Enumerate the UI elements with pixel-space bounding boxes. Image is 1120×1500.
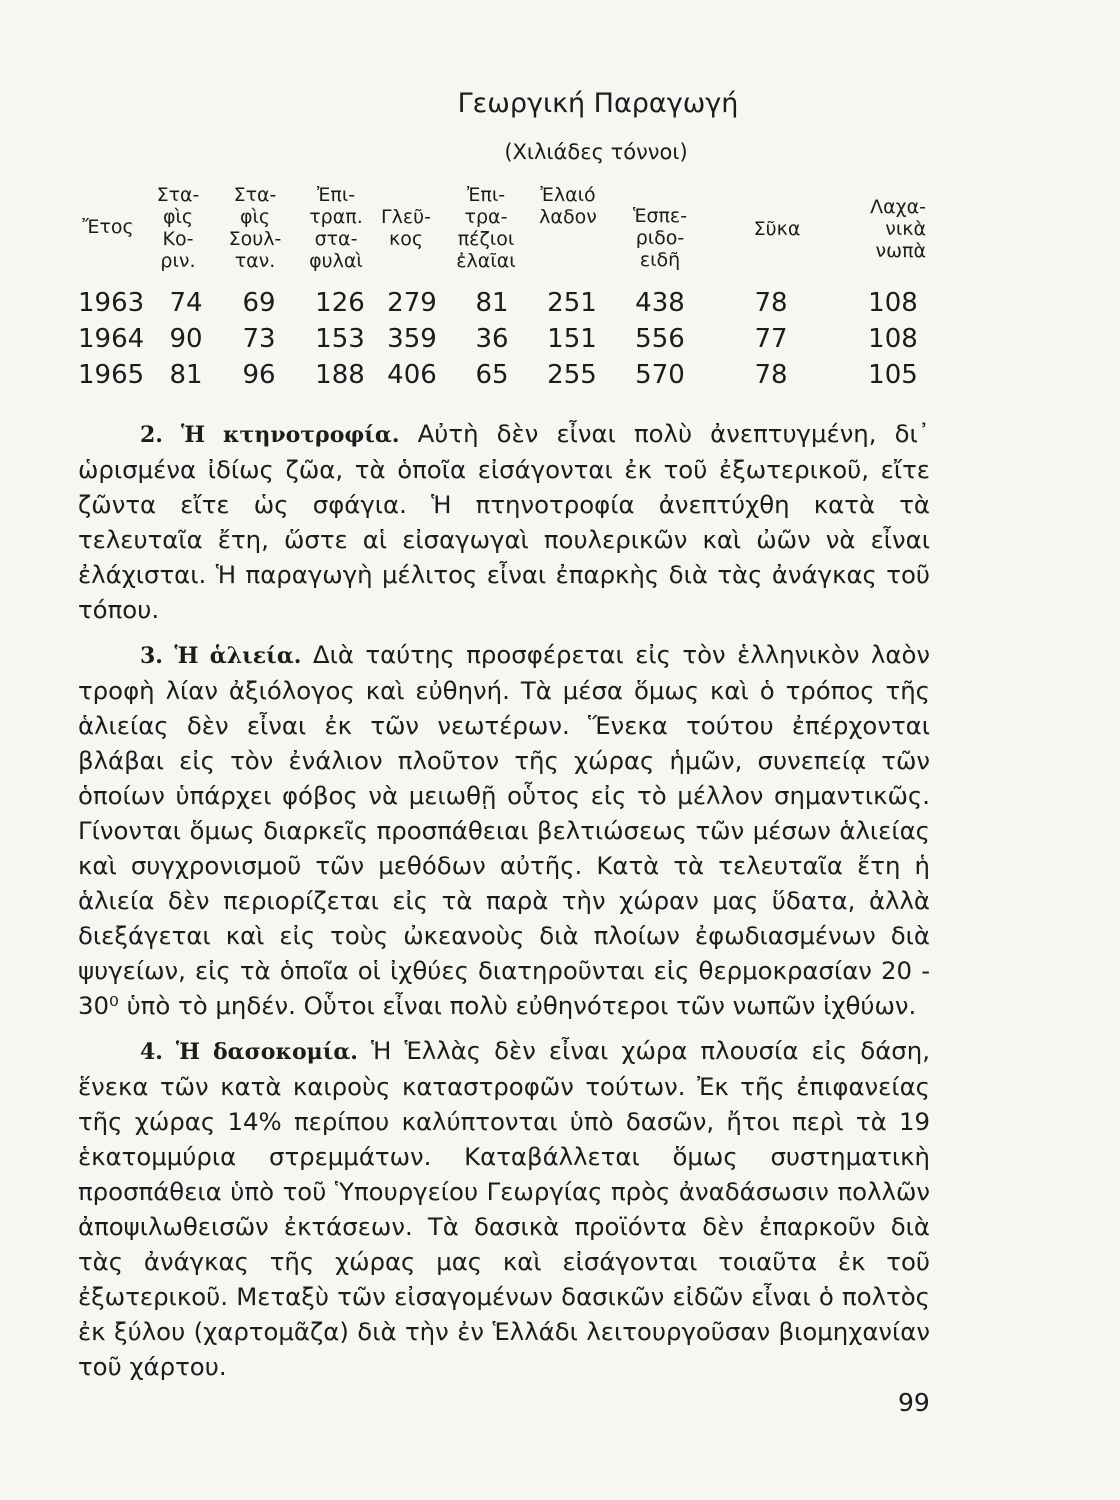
body-text (78, 417, 930, 1384)
table-cell: 36 (475, 324, 509, 354)
header-year: Ἔτος (82, 216, 134, 238)
table-cell: 438 (635, 288, 685, 318)
section-heading: 4. Ἡ δασοκομία. (140, 1039, 358, 1066)
page-number: 99 (898, 1388, 930, 1417)
table-cell: 90 (169, 324, 203, 354)
header-table-olives: Ἐπι- τρα- πέζιοι ἐλαῖαι (456, 184, 516, 272)
table-cell: 556 (635, 324, 685, 354)
header-currants-korinth: Στα- φὶς Κο- ριν. (156, 184, 200, 272)
table-cell: 406 (387, 360, 437, 390)
table-cell: 126 (315, 288, 365, 318)
table-cell: 81 (475, 288, 509, 318)
section-forestry (78, 1034, 930, 1384)
table-cell-year: 1963 (78, 288, 145, 318)
section-livestock (78, 417, 930, 627)
table-cell: 153 (315, 324, 365, 354)
table-cell: 73 (242, 324, 276, 354)
table-cell: 96 (242, 360, 276, 390)
table-cell: 188 (315, 360, 365, 390)
table-title: Γεωργική Παραγωγή (457, 88, 739, 119)
section-text: Αὐτὴ δὲν εἶναι πολὺ ἀνεπτυγμένη, δι᾽ ὡρισμένα ἰδίως ζῶα, τὰ ὁποῖα εἰσάγονται ἐκ τοῦ ἐξωτερικοῦ, εἴτε ζῶντα εἴτε ὡς σφάγια. Ἡ πτηνοτροφία ἀνεπτύχθη κατὰ τὰ τελευταῖα ἔτη, ὥστε αἱ εἰσαγωγαὶ πουλερικῶν καὶ ὠῶν νὰ εἶναι ἐλάχισται. Ἡ παραγωγὴ μέλιτος εἶναι ἐπαρκὴς διὰ τὰς ἀνάγκας τοῦ τόπου. (78, 419, 930, 624)
header-figs: Σῦκα (753, 218, 801, 240)
table-cell: 108 (868, 324, 918, 354)
header-sultanas: Στα- φὶς Σουλ- ταν. (228, 184, 282, 272)
table-cell: 251 (547, 288, 597, 318)
table-cell: 279 (387, 288, 437, 318)
header-citrus: Ἑσπε- ριδο- ειδῆ (632, 205, 688, 271)
table-cell: 77 (754, 324, 788, 354)
table-cell: 359 (387, 324, 437, 354)
section-heading: 2. Ἡ κτηνοτροφία. (140, 422, 400, 448)
header-must: Γλεῦ- κος (381, 206, 431, 250)
header-table-grapes: Ἐπι- τραπ. στα- φυλαὶ (309, 184, 363, 272)
table-cell: 65 (475, 360, 509, 390)
section-text: Διὰ ταύτης προσφέρεται εἰς τὸν ἑλληνικὸν λαὸν τροφὴ λίαν ἀξιόλογος καὶ εὐθηνή. Τὰ μέσα ὅμως καὶ ὁ τρόπος τῆς ἁλιείας δὲν εἶναι ἐκ τῶν νεωτέρων. Ἕνεκα τούτου ἐπέρχονται βλάβαι εἰς τὸν ἐνάλιον πλοῦτον τῆς χώρας ἡμῶν, συνεπείᾳ τῶν ὁποίων ὑπάρχει φόβος νὰ μειωθῇ οὗτος εἰς τὸ μέλλον σημαντικῶς. Γίνονται ὅμως διαρκεῖς προσπάθειαι βελτιώσεως τῶν μέσων ἁλιείας καὶ συγχρονισμοῦ τῶν μεθόδων αὐτῆς. Κατὰ τὰ τελευταῖα ἔτη ἡ ἁλιεία δὲν περιορίζεται εἰς τὰ παρὰ τὴν χώραν μας ὕδατα, ἀλλὰ διεξάγεται καὶ εἰς τοὺς ὠκεανοὺς διὰ πλοίων ἐφωδιασμένων διὰ ψυγείων, εἰς τὰ ὁποῖα οἱ ἰχθύες διατηροῦνται εἰς θερμοκρασίαν 20 - 30⁰ ὑπὸ τὸ μηδέν. Οὗτοι εἶναι πολὺ εὐθηνότεροι τῶν νωπῶν ἰχθύων. (78, 640, 930, 1020)
header-olive-oil: Ἐλαιό λαδον (539, 184, 597, 228)
table-cell: 78 (754, 288, 788, 318)
table-cell: 69 (242, 288, 276, 318)
table-cell-year: 1964 (78, 324, 145, 354)
table-cell: 81 (169, 360, 203, 390)
table-subtitle: (Χιλιάδες τόννοι) (504, 140, 688, 164)
table-cell: 151 (547, 324, 597, 354)
table-cell: 74 (169, 288, 203, 318)
table-cell: 108 (868, 288, 918, 318)
section-fishing (78, 638, 930, 1023)
table-cell-year: 1965 (78, 360, 145, 390)
section-text: Ἡ Ἑλλὰς δὲν εἶναι χώρα πλουσία εἰς δάση, ἕνεκα τῶν κατὰ καιροὺς καταστροφῶν τούτων. Ἐκ τῆς ἐπιφανείας τῆς χώρας 14% περίπου καλύπτονται ὑπὸ δασῶν, ἤτοι περὶ τὰ 19 ἑκατομμύρια στρεμμάτων. Καταβάλλεται ὅμως συστηματικὴ προσπάθεια ὑπὸ τοῦ Ὑπουργείου Γεωργίας πρὸς ἀναδάσωσιν πολλῶν ἀποψιλωθεισῶν ἐκτάσεων. Τὰ δασικὰ προϊόντα δὲν ἐπαρκοῦν διὰ τὰς ἀνάγκας τῆς χώρας μας καὶ εἰσάγονται τοιαῦτα ἐκ τοῦ ἐξωτερικοῦ. Μεταξὺ τῶν εἰσαγομένων δασικῶν εἰδῶν εἶναι ὁ πολτὸς ἐκ ξύλου (χαρτομᾶζα) διὰ τὴν ἐν Ἑλλάδι λειτουργοῦσαν βιομηχανίαν τοῦ χάρτου. (78, 1036, 930, 1381)
table-cell: 105 (868, 360, 918, 390)
table-cell: 255 (547, 360, 597, 390)
header-vegetables: Λαχα- νικὰ νωπὰ (870, 196, 926, 262)
table-cell: 570 (635, 360, 685, 390)
section-heading: 3. Ἡ ἁλιεία. (140, 643, 302, 670)
table-cell: 78 (754, 360, 788, 390)
